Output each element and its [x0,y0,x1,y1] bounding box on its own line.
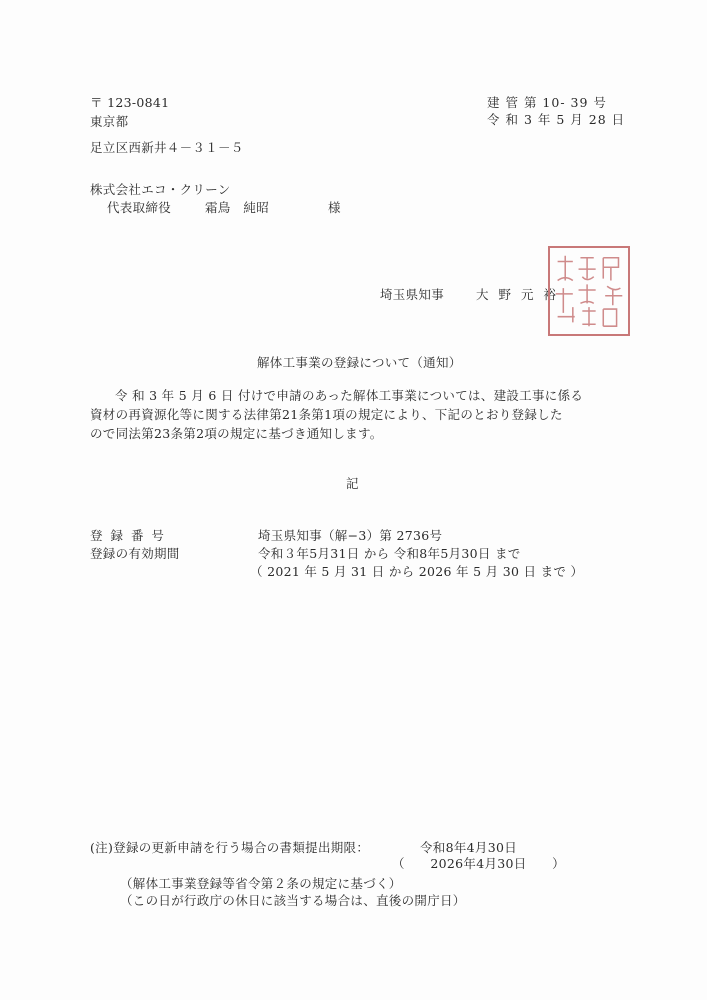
official-seal [548,246,630,336]
validity-period-label: 登録の有効期間 [90,546,180,561]
seal-graphic [550,248,628,334]
notice-holiday-rule: （この日が行政庁の休日に該当する場合は、直後の開庁日） [120,893,466,908]
recipient-name: 霜鳥 純昭 [205,200,270,215]
registration-number-value: 埼玉県知事（解−3）第 2736号 [258,528,443,543]
body-line-3: ので同法第23条第2項の規定に基づき通知します。 [90,426,383,441]
issuer-name: 大 野 元 裕 [476,287,559,302]
renewal-notice-label: (注)登録の更新申請を行う場合の書類提出期限： [90,840,370,855]
prefecture: 東京都 [90,114,129,129]
postal-code: 〒 123-0841 [90,95,170,110]
validity-period-western: （ 2021 年 5 月 31 日 から 2026 年 5 月 30 日 まで ） [250,564,584,579]
body-line-2: 資材の再資源化等に関する法律第21条第1項の規定により、下記のとおり登録した [90,407,563,422]
validity-period-value: 令和３年5月31日 から 令和8年5月30日 まで [258,546,521,561]
document-date: 令 和 3 年 5 月 28 日 [487,112,626,127]
body-line-1: 令 和 3 年 5 月 6 日 付けで申請のあった解体工事業については、建設工事に係る [115,388,584,403]
subject-title: 解体工事業の登録について（通知） [257,355,462,370]
notice-legal-basis: （解体工事業登録等省令第２条の規定に基づく） [120,876,402,891]
company-name: 株式会社エコ・クリーン [90,182,231,197]
issuer-office: 埼玉県知事 [380,287,445,302]
renewal-deadline-western: （ 2026年4月30日 ） [392,856,565,871]
document-number: 建 管 第 10- 39 号 [487,95,607,110]
ki-marker: 記 [346,476,359,491]
recipient-title: 代表取締役 [107,200,172,215]
registration-number-label: 登 録 番 号 [90,528,166,543]
renewal-deadline-wareki: 令和8年4月30日 [420,840,518,855]
street-address: 足立区西新井４－３１－５ [90,140,244,155]
honorific: 様 [328,200,341,215]
